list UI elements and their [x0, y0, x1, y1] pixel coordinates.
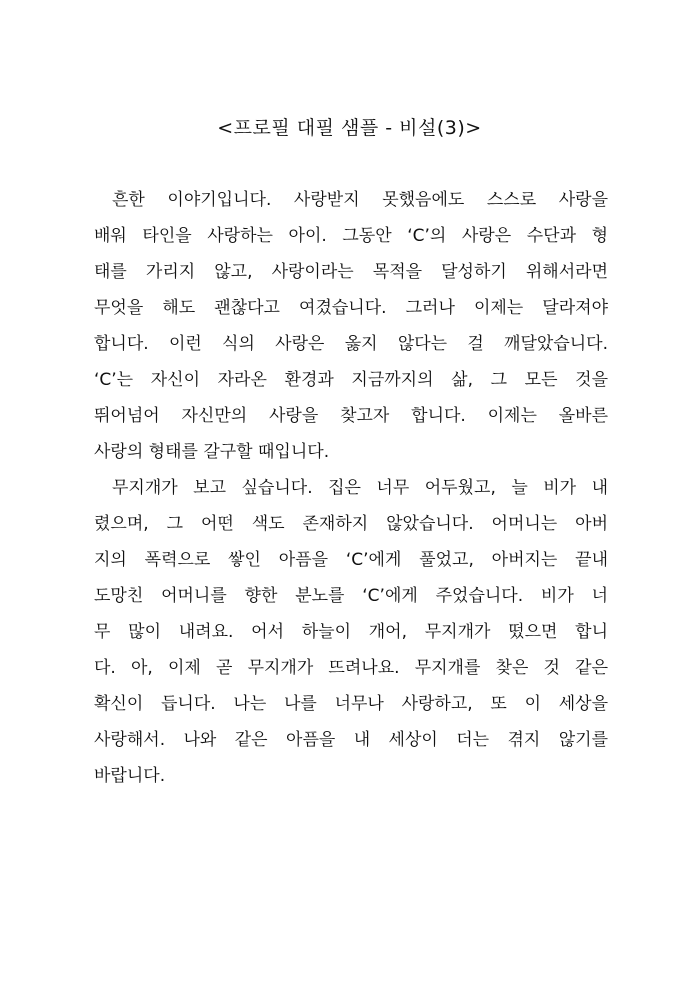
paragraph-line: 무 많이 내려요. 어서 하늘이 개어, 무지개가 떴으면 합니: [94, 622, 608, 642]
paragraph-1: [94, 186, 608, 474]
paragraph-line: 태를 가리지 않고, 사랑이라는 목적을 달성하기 위해서라면: [94, 262, 608, 282]
paragraph-line: 지의 폭력으로 쌓인 아픔을 ‘C’에게 풀었고, 아버지는 끝내: [94, 550, 608, 570]
paragraph-line: ‘C’는 자신이 자라온 환경과 지금까지의 삶, 그 모든 것을: [94, 370, 608, 390]
document-title: <프로필 대필 샘플 - 비설(3)>: [217, 117, 482, 139]
paragraph-line: 확신이 듭니다. 나는 나를 너무나 사랑하고, 또 이 세상을: [94, 694, 608, 714]
paragraph-line: 무엇을 해도 괜찮다고 여겼습니다. 그러나 이제는 달라져야: [94, 298, 608, 318]
document-body: [94, 186, 608, 798]
paragraph-line: 사랑의 형태를 갈구할 때입니다.: [94, 442, 330, 462]
paragraph-line: 렸으며, 그 어떤 색도 존재하지 않았습니다. 어머니는 아버: [94, 514, 608, 534]
paragraph-line: 뛰어넘어 자신만의 사랑을 찾고자 합니다. 이제는 올바른: [94, 406, 608, 426]
paragraph-line: 흔한 이야기입니다. 사랑받지 못했음에도 스스로 사랑을: [112, 190, 608, 210]
paragraph-line: 무지개가 보고 싶습니다. 집은 너무 어두웠고, 늘 비가 내: [112, 478, 608, 498]
paragraph-line: 다. 아, 이제 곧 무지개가 뜨려나요. 무지개를 찾은 것 같은: [94, 658, 608, 678]
paragraph-line: 사랑해서. 나와 같은 아픔을 내 세상이 더는 겪지 않기를: [94, 730, 608, 750]
paragraph-line: 바랍니다.: [94, 766, 166, 786]
paragraph-line: 도망친 어머니를 향한 분노를 ‘C’에게 주었습니다. 비가 너: [94, 586, 608, 606]
paragraph-line: 배워 타인을 사랑하는 아이. 그동안 ‘C’의 사랑은 수단과 형: [94, 226, 608, 246]
paragraph-2: [94, 474, 608, 798]
paragraph-line: 합니다. 이런 식의 사랑은 옳지 않다는 걸 깨달았습니다.: [94, 334, 608, 354]
